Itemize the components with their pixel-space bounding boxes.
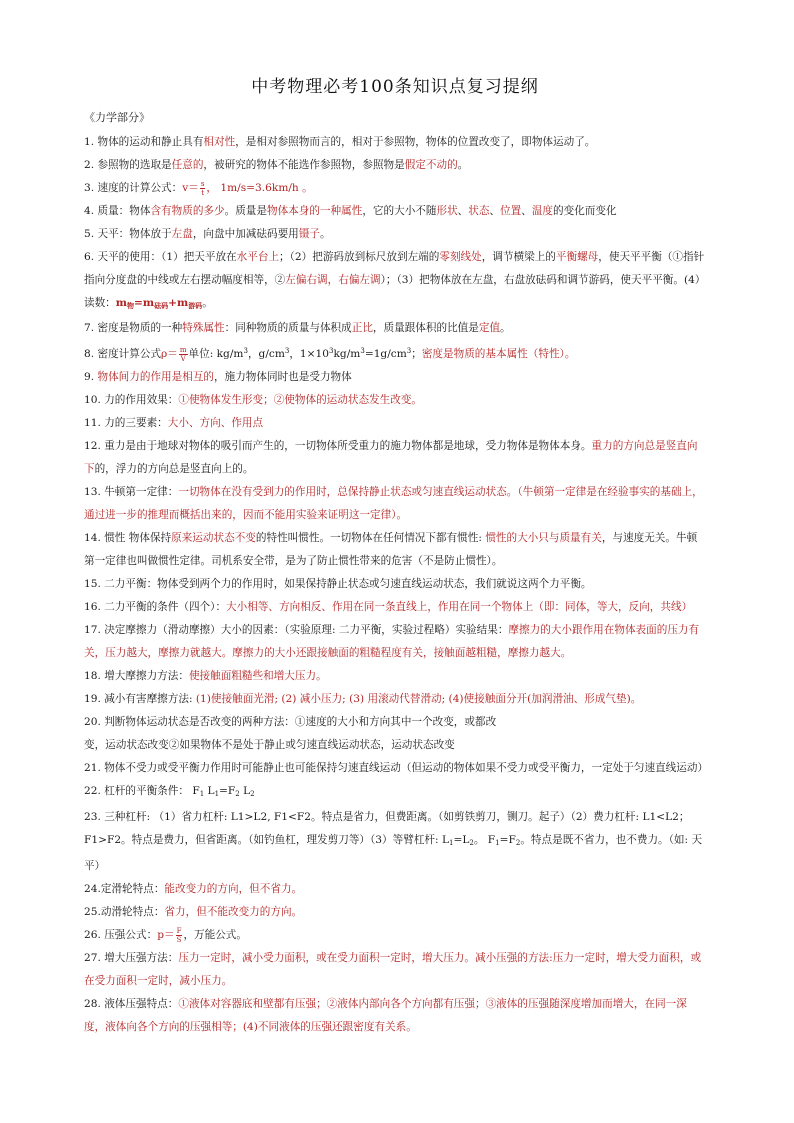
- body-text: 4. 质量：物体: [84, 205, 151, 217]
- list-item: [84, 711, 706, 734]
- body-text: ，g/cm: [247, 348, 285, 360]
- list-item: [84, 340, 706, 366]
- highlight-text: +m: [168, 297, 189, 309]
- highlight-text: 左盘: [171, 228, 193, 240]
- body-text: ，1×10: [289, 348, 330, 360]
- body-text: 14. 惯性 物体保持: [84, 532, 172, 544]
- body-text: 6. 天平的使用：（1）把天平放在: [84, 251, 237, 263]
- body-text: 22. 杠杆的平衡条件： F: [84, 785, 200, 797]
- highlight-text: =m: [134, 297, 155, 309]
- highlight-text: 大小、方向、作用点: [167, 417, 264, 429]
- highlight-text: 零刻线处: [439, 251, 482, 263]
- subscript: 2: [469, 839, 474, 847]
- body-text: 的变化而变化: [553, 205, 617, 217]
- body-text: 。: [500, 322, 511, 334]
- highlight-text: 平衡螺母: [555, 251, 599, 263]
- subscript: 2: [235, 790, 240, 798]
- body-text: 单位: kg/m: [188, 348, 244, 360]
- highlight-text: 形状: [436, 205, 458, 217]
- body-text: ：同种物质的质量与体积成: [224, 322, 352, 334]
- highlight-text: 温度: [531, 205, 554, 217]
- body-text: ，向盘中加减砝码要用: [192, 228, 299, 240]
- subscript: 1: [495, 839, 500, 847]
- highlight-text: 物体间力的作用是相互的: [97, 371, 215, 383]
- body-text: 27. 增大压强方法：: [84, 952, 179, 964]
- body-text: 9.: [84, 371, 98, 383]
- highlight-text: 一切物体在没有受到力的作用时，总保持静止状态或匀速直线运动状态。（牛顿第一定律是在经验事实的基础上，通过进一步的推理而概括出来的，因而不能用实验来证明这一定律）。: [84, 486, 703, 521]
- body-text: ，万能公式。: [183, 929, 247, 941]
- body-text: ；: [411, 348, 422, 360]
- body-text: kg/m: [333, 348, 361, 360]
- highlight-text: 原来运动状态不变: [171, 532, 256, 544]
- body-text: 26. 压强公式：: [84, 929, 158, 941]
- formula-fraction: $\frac{s}{t}$: [200, 179, 205, 197]
- body-text: 16. 二力平衡的条件（四个）：: [84, 601, 227, 613]
- highlight-text: 密度是物质的基本属性（特性）。: [421, 348, 576, 360]
- body-text: 15. 二力平衡：物体受到两个力的作用时，如果保持静止状态或匀速直线运动状态，我们就说这两个力平衡。: [84, 578, 592, 590]
- subscript: 游码: [188, 301, 203, 310]
- highlight-text: 使接触面粗糙些和增大压力。: [188, 670, 327, 682]
- list-item: [84, 924, 706, 947]
- body-text: ；（2）把游码放到标尺放到左端的: [279, 251, 440, 263]
- highlight-text: (1)使接触面光滑; (2) 减小压力; (3) 用滚动代替滑动; (4)使接触面分开(加润滑油、形成气垫)。: [195, 693, 642, 705]
- highlight-text: v＝: [182, 182, 199, 194]
- body-text: 19. 减小有害摩擦方法:: [84, 693, 196, 705]
- list-item: [84, 596, 706, 619]
- highlight-text: 省力，但不能改变力的方向。: [164, 906, 303, 918]
- formula-fraction: $\frac{m}{V}$: [179, 345, 187, 363]
- body-text: 。 F: [473, 834, 496, 846]
- body-text: 。质量是: [224, 205, 267, 217]
- superscript: 3: [406, 347, 412, 355]
- body-text: 。特点是既不省力，也不费力。（如: 天平）: [84, 834, 703, 872]
- list-item: [84, 947, 706, 993]
- body-text: ）；（3）把物体放在左盘，右盘放砝码和调节游码，使天平平衡。(4）读数：: [84, 274, 706, 309]
- subscript: 1: [199, 790, 205, 798]
- body-text: 8. 密度计算公式: [84, 348, 162, 360]
- body-text: 1. 物体的运动和静止具有: [84, 136, 204, 148]
- list-item: [84, 223, 706, 246]
- subscript: 2: [515, 839, 521, 847]
- highlight-text: 含有物质的多少: [150, 205, 225, 217]
- highlight-text: 水平台上: [236, 251, 280, 263]
- subscript: 1: [448, 839, 454, 847]
- list-item: [84, 901, 706, 924]
- body-text: 2. 参照物的选取是: [84, 159, 172, 171]
- list-item: [84, 389, 706, 412]
- highlight-text: ①使物体发生形变；②使物体的运动状态发生改变。: [178, 394, 423, 406]
- body-text: 的，浮力的方向总是竖直向上的。: [94, 463, 254, 475]
- body-text: =F: [219, 785, 236, 797]
- list-item: [84, 688, 706, 711]
- body-text: 11. 力的三要素：: [84, 417, 168, 429]
- subscript: 1: [214, 790, 220, 798]
- body-text: 24.定滑轮特点：: [84, 883, 165, 895]
- body-text: 、: [457, 205, 469, 217]
- highlight-text: 相对性: [203, 136, 236, 148]
- highlight-text: 特殊属性: [182, 322, 225, 334]
- highlight-text: 正比: [351, 322, 373, 334]
- body-text: 5. 天平：物体放于: [84, 228, 172, 240]
- highlight-text: 大小相等、方向相反、作用在同一条直线上，作用在同一个物体上（即：同体，等大，反向，共线）: [226, 601, 693, 613]
- highlight-text: p＝: [157, 929, 175, 941]
- list-item: [84, 200, 706, 223]
- highlight-text: m: [115, 297, 127, 309]
- subscript: 物: [127, 301, 134, 310]
- list-item: [84, 177, 706, 200]
- highlight-text: ρ＝: [161, 348, 178, 360]
- list-item: [84, 806, 706, 878]
- body-text: ，是相对参照物而言的，相对于参照物，物体的位置改变了，即物体运动了。: [235, 136, 596, 148]
- body-text: 23. 三种杠杆: （1）省力杠杆: L1>L2, F1<F2。特点是省力，但费距离。（如剪铁剪刀，铡刀。起子）（2）费力杠杆: L1<L2；F1>F2。特点是费力，但省距离。（如钓鱼杠，理发剪刀等）（3）等臂杠杆: L: [84, 811, 690, 846]
- body-text: 20. 判断物体运动状态是否改变的两种方法：①速度的大小和方向其中一个改变，或都改: [84, 716, 497, 728]
- body-text: 13. 牛顿第一定律：: [84, 486, 179, 498]
- body-text: ，使天平平衡（①指针指向分度盘的中线或左右摆动幅度相等，②: [84, 251, 705, 286]
- body-text: 17. 决定摩擦力（滑动摩擦）大小的因素：（实验原理: 二力平衡，实验过程略）实验结果：: [84, 624, 509, 636]
- knowledge-list: [84, 131, 709, 1039]
- body-text: =F: [499, 834, 516, 846]
- list-item: [84, 734, 706, 757]
- list-item: [84, 366, 706, 389]
- list-item: [84, 665, 706, 688]
- body-text: 10. 力的作用效果：: [84, 394, 179, 406]
- highlight-text: 镊子: [298, 228, 320, 240]
- body-text: 7. 密度是物质的一种: [84, 322, 183, 334]
- highlight-text: 惯性的大小只与质量有关: [485, 532, 602, 544]
- superscript: 3: [243, 347, 248, 355]
- body-text: ，质量跟体积的比值是: [372, 322, 479, 334]
- list-item: [84, 757, 709, 780]
- subscript: 砝码: [154, 301, 169, 310]
- body-text: 28. 液体压强特点：: [84, 998, 179, 1010]
- body-text: ，调节横梁上的: [481, 251, 556, 263]
- body-text: 12. 重力是由于地球对物体的吸引而产生的，一切物体所受重力的施力物体都是地球，受力物体是物体本身。: [84, 440, 592, 452]
- highlight-text: 左偏右调，右偏左调: [285, 274, 381, 286]
- subscript: 2: [250, 790, 255, 798]
- list-item: [84, 154, 706, 177]
- body-text: 18. 增大摩擦力方法：: [84, 670, 189, 682]
- body-text: L: [204, 785, 215, 797]
- list-item: [84, 878, 706, 901]
- list-item: [84, 573, 706, 596]
- formula-fraction: $\frac{F}{S}$: [176, 926, 182, 944]
- body-text: L: [239, 785, 251, 797]
- section-heading: 《力学部分》: [84, 111, 150, 124]
- list-item: [84, 527, 706, 573]
- body-text: 。: [202, 297, 213, 309]
- highlight-text: ①液体对容器底和壁都有压强；②液体内部向各个方向都有压强；③液体的压强随深度增加而增大，在同一深度，液体向各个方向的压强相等；(4)不同液体的压强还跟密度有关系。: [84, 998, 687, 1033]
- list-item: [84, 412, 706, 435]
- body-text: ，与速度无关。牛顿第一定律也叫做惯性定律。司机系安全带，是为了防止惯性带来的危害（不是防止惯性）。: [84, 532, 698, 567]
- body-text: ，施力物体同时也是受力物体: [214, 371, 352, 383]
- highlight-text: 物体本身的一种属性: [266, 205, 363, 217]
- body-text: =L: [453, 834, 470, 846]
- superscript: 3: [360, 347, 365, 355]
- highlight-text: 能改变力的方向，但不省力。: [164, 883, 303, 895]
- highlight-text: 重力的方向总是竖直向下: [84, 440, 698, 475]
- highlight-text: 摩擦力的大小跟作用在物体表面的压力有关，压力越大，摩擦力就越大。摩擦力的大小还跟接触面的粗糙程度有关，接触面越粗糙，摩擦力越大。: [84, 624, 700, 659]
- highlight-text: 压力一定时，减小受力面积，或在受力面积一定时，增大压力。减小压强的方法:压力一定时，增大受力面积，或在受力面积一定时，减小压力。: [84, 952, 702, 987]
- superscript: 3: [329, 347, 334, 355]
- list-item: [84, 435, 706, 481]
- body-text: =1g/cm: [364, 348, 407, 360]
- highlight-text: 位置: [500, 205, 522, 217]
- list-item: [84, 619, 706, 665]
- body-text: 21. 物体不受力或受平衡力作用时可能静止也可能保持匀速直线运动（但运动的物体如果不受力或受平衡力，一定处于匀速直线运动）: [84, 762, 709, 774]
- highlight-text: ， 1m/s=3.6km/h 。: [206, 182, 313, 194]
- body-text: 、: [521, 205, 532, 217]
- superscript: 3: [284, 347, 290, 355]
- highlight-text: 定值: [478, 322, 501, 334]
- body-text: 。: [457, 159, 469, 171]
- body-text: 25.动滑轮特点：: [84, 906, 165, 918]
- list-item: [84, 131, 706, 154]
- list-item: [84, 246, 706, 317]
- highlight-text: 假定不动的: [404, 159, 458, 171]
- body-text: 变，运动状态改变②如果物体不是处于静止或匀速直线运动状态，运动状态改变: [84, 739, 455, 751]
- body-text: ，被研究的物体不能选作参照物，参照物是: [203, 159, 405, 171]
- highlight-text: 任意的: [171, 159, 204, 171]
- list-item: [84, 780, 706, 806]
- list-item: [84, 481, 706, 527]
- page-title: 中考物理必考100条知识点复习提纲: [251, 77, 539, 97]
- body-text: 3. 速度的计算公式：: [84, 182, 183, 194]
- list-item: [84, 993, 706, 1039]
- body-text: ，它的大小不随: [362, 205, 437, 217]
- list-item: [84, 317, 706, 340]
- body-text: 。: [319, 228, 331, 240]
- body-text: 、: [489, 205, 501, 217]
- highlight-text: 状态: [468, 205, 490, 217]
- body-text: 的特性叫惯性。一切物体在任何情况下都有惯性:: [255, 532, 486, 544]
